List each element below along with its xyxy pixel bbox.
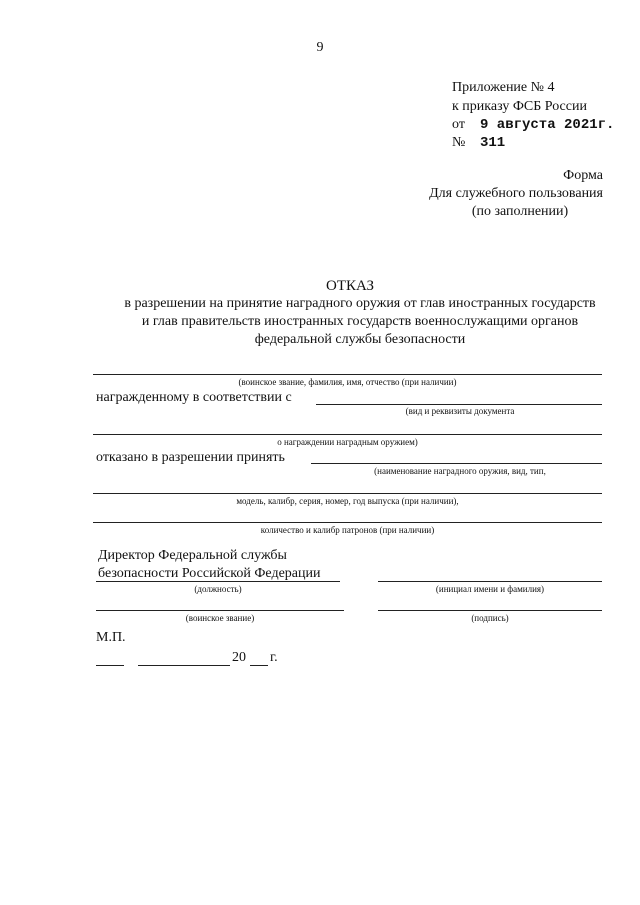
signature-caption: (подпись) [471,613,509,623]
appendix-number-value: 311 [480,135,506,151]
rank-line [96,610,344,611]
document-caption: (вид и реквизиты документа [405,406,515,416]
title-line1: в разрешении на принятие наградного оружия от глав иностранных государств [124,296,596,311]
appendix-number-prefix: № [452,135,466,150]
appendix-date-value: 9 августа 2021г. [480,117,615,133]
signature-line [378,610,602,611]
refused-label: отказано в разрешении принять [96,450,285,465]
year-prefix: 20 [232,650,246,665]
title-line3: федеральной службы безопасности [254,332,466,347]
rank-caption: (воинское звание) [185,613,255,623]
title-line2: и глав правительств иностранных государств военнослужащими органов [141,314,579,329]
model-caption: модель, калибр, серия, номер, год выпуска (при наличии), [236,496,459,506]
day-line [96,665,124,666]
award-line [93,434,602,435]
dsp-label: Для служебного пользования [429,186,603,201]
position-caption: (должность) [194,584,242,594]
awarded-label: награжденному в соответствии с [96,390,292,405]
ammo-line [93,522,602,523]
initials-line [378,581,602,582]
weapon-caption: (наименование наградного оружия, вид, тип, [374,466,546,476]
award-caption: о награждении наградным оружием) [277,437,418,447]
initials-caption: (инициал имени и фамилия) [435,584,545,594]
appendix-line1: Приложение № 4 [452,80,555,95]
year-line [250,665,268,666]
rank-name-line [93,374,602,375]
rank-name-caption: (воинское звание, фамилия, имя, отчество (при наличии) [238,377,457,387]
position-line [96,581,340,582]
year-suffix: г. [270,650,278,665]
filled-note: (по заполнении) [471,204,569,219]
form-label: Форма [563,168,603,183]
page-number: 9 [316,40,324,55]
document-line [316,404,602,405]
weapon-line [311,463,602,464]
appendix-line2: к приказу ФСБ России [452,99,587,114]
month-line [138,665,230,666]
ammo-caption: количество и калибр патронов (при наличии) [260,525,435,535]
position-line1: Директор Федеральной службы [98,548,287,563]
model-line [93,493,602,494]
stamp-mark: М.П. [96,630,126,645]
appendix-date-prefix: от [452,117,465,132]
position-line2: безопасности Российской Федерации [98,566,321,581]
document-heading: ОТКАЗ [326,278,374,294]
